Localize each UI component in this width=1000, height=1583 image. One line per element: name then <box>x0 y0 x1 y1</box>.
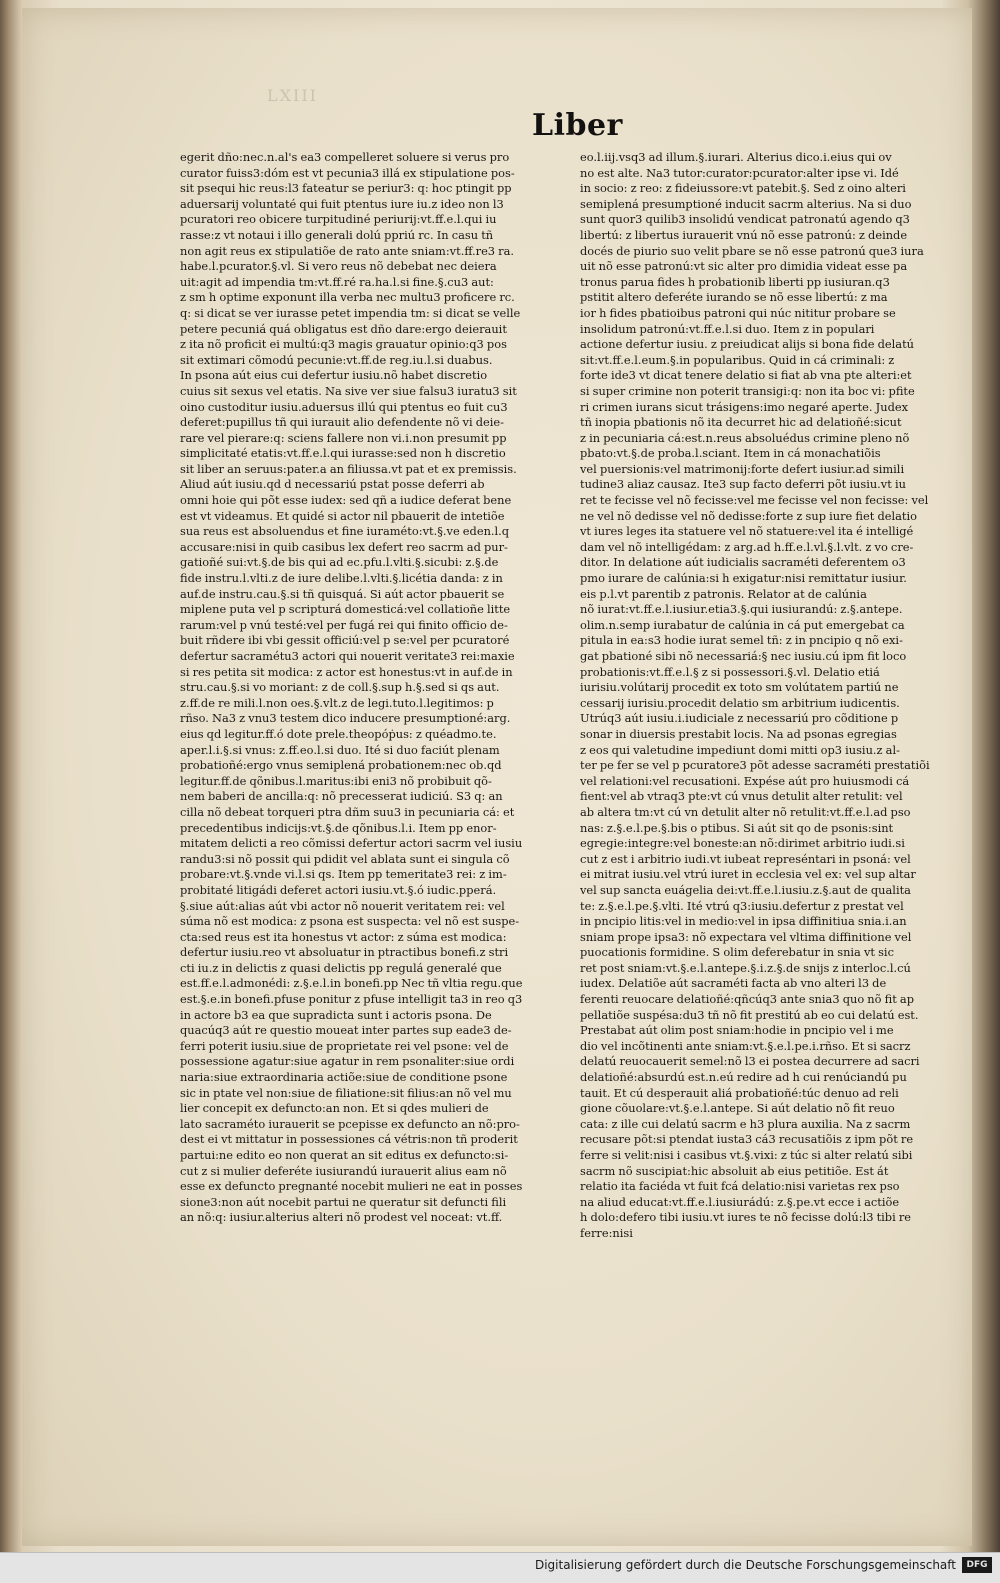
text-line: docés de piurio suo velit pbare se nõ esse patronú que3 iura <box>580 243 924 258</box>
text-line: egerit dño:nec.n.al's ea3 compelleret soluere si verus pro <box>180 150 510 164</box>
text-line: uit nõ esse patronú:vt sic alter pro dimidia videat esse pa <box>580 259 908 274</box>
text-line: curator fuiss3:dóm est vt pecunia3 illá ex stipulatione pos- <box>180 165 515 180</box>
text-line: cessarij iurisiu.procedit delatio sm arbitrium iudicentis. <box>580 695 900 710</box>
text-line: cta:sed reus est ita honestus vt actor: z súma est modica: <box>180 929 507 944</box>
text-line: probatioñé:ergo vnus semiplená probationem:nec ob.qd <box>180 758 502 773</box>
text-line: Aliud aút iusiu.qd d necessariú pstat posse deferri ab <box>180 477 485 492</box>
text-line: probitaté litigádi deferet actori iusiu.vt.§.ó iudic.pperá. <box>180 882 497 897</box>
text-line: ret post sniam:vt.§.e.l.antepe.§.i.z.§.de snijs z interloc.l.cú <box>580 960 911 975</box>
text-line: dam vel nõ intelligédam: z arg.ad h.ff.e.l.vl.§.l.vlt. z vo cre- <box>580 539 914 554</box>
text-line: lier concepit ex defuncto:an non. Et si qdes mulieri de <box>180 1101 489 1116</box>
text-line: ferre si velit:nisi i casibus vt.§.vixi: z túc si alter relatú sibi <box>580 1148 913 1162</box>
text-line: naria:siue extraordinaria actiõe:siue de conditione psone <box>180 1070 508 1085</box>
text-line: z eos qui valetudine impediunt domi mitti op3 iusiu.z al- <box>580 742 900 757</box>
text-line: nas: z.§.e.l.pe.§.bis o ptibus. Si aút sit qo de psonis:sint <box>580 820 894 835</box>
text-line: probationis:vt.ff.e.l.§ z si possessori.§.vl. Delatio etiá <box>580 664 880 679</box>
text-line: iudex. Delatiõe aút sacraméti facta ab vno alteri l3 de <box>580 976 887 991</box>
text-line: mitatem delicti a reo cõmissi defertur actori sacrm vel iusiu <box>180 836 523 851</box>
text-line: tñ inopia pbationis nõ ita decurret hic ad delatioñé:sicut <box>580 415 902 430</box>
dfg-logo: DFG <box>962 1557 992 1573</box>
text-line: vt iures leges ita statuere vel nõ statuere:vel ita é intelligé <box>580 524 914 539</box>
text-line: pitula in ea:s3 hodie iurat semel tñ: z in pncipio q nõ exi- <box>580 633 903 648</box>
text-line: tronus parua fides h probationib liberti pp iusiuran.q3 <box>580 274 890 289</box>
text-line: nem baberi de ancilla:q: nõ precesserat iudiciú. S3 q: an <box>180 789 503 804</box>
text-line: ri crimen iurans sicut trásigens:imo negaré aperte. Judex <box>580 399 909 414</box>
text-line: ditor. In delatione aút iudicialis sacraméti deferentem o3 <box>580 555 906 570</box>
text-line: auf.de instru.cau.§.si tñ quisquá. Si aút actor pbauerit se <box>180 586 505 601</box>
text-line: gatioñé sui:vt.§.de bis qui ad ec.pfu.l.vlti.§.sicubi: z.§.de <box>180 555 499 570</box>
text-line: actione defertur iusiu. z preiudicat alijs si bona fide delatú <box>580 337 914 352</box>
text-line: forte ide3 vt dicat tenere delatio si fiat ab vna pte alteri:et <box>580 368 912 383</box>
text-line: pcuratori reo obicere turpitudiné periurij:vt.ff.e.l.qui iu <box>180 212 497 227</box>
text-line: recusare põt:si ptendat iusta3 cá3 recusatiõis z ipm põt re <box>580 1132 914 1147</box>
text-line: sunt quor3 quilib3 insolidú vendicat patronatú agendo q3 <box>580 212 910 227</box>
text-line: insolidum patronú:vt.ff.e.l.si duo. Item z in populari <box>580 321 875 336</box>
left-column <box>180 150 548 1226</box>
text-line: est vt videamus. Et quidé si actor nil pbauerit de intetiõe <box>180 508 505 523</box>
text-line: eius qd legitur.ff.ó dote prele.theopóṗus: z quéadmo.te. <box>180 726 497 741</box>
text-line: pbato:vt.§.de proba.l.sciant. Item in cá monachatiõis <box>580 446 881 461</box>
text-line: puocationis formidine. S olim deferebatur in snia vt sic <box>580 945 894 960</box>
text-line: randu3:si nõ possit qui pdidit vel ablata sunt ei singula cõ <box>180 851 510 866</box>
text-line: petere pecuniá quá obligatus est dño dare:ergo deierauit <box>180 321 507 336</box>
text-line: semiplená presumptioné inducit sacrm alterius. Na si duo <box>580 196 912 211</box>
text-line: in actore b3 ea que supradicta sunt i actoris psona. De <box>180 1007 492 1022</box>
text-line: sione3:non aút nocebit partui ne queratur sit defuncti fili <box>180 1194 507 1209</box>
text-line: gat pbationé sibi nõ necessariá:§ nec iusiu.cú ipm fit loco <box>580 649 907 663</box>
text-line: z sm h optime exponunt illa verba nec multu3 proficere rc. <box>180 290 515 305</box>
text-line: delatú reuocauerit semel:nõ l3 ei postea decurrere ad sacri <box>580 1054 920 1069</box>
text-line: z.ff.de re mili.l.non oes.§.vlt.z de legi.tuto.l.legitimos: p <box>180 695 494 710</box>
text-line: dest ei vt mittatur in possessiones cá vétris:non tñ proderit <box>180 1132 518 1147</box>
text-line: fient:vel ab vtraq3 pte:vt cú vnus detulit alter retulit: vel <box>580 789 903 804</box>
text-line: pmo iurare de calúnia:si h exigatur:nisi remittatur iusiur. <box>580 571 907 586</box>
right-column <box>580 150 932 1242</box>
text-line: In psona aút eius cui defertur iusiu.nõ habet discretio <box>180 368 488 383</box>
text-line: olim.n.semp iurabatur de calúnia in cá put emergebat ca <box>580 617 905 632</box>
text-line: est.§.e.in bonefi.pfuse ponitur z pfuse intelligit ta3 in reo q3 <box>180 992 523 1007</box>
text-line: uit:agit ad impendia tm:vt.ff.ré ra.ha.l.si fine.§.cu3 aut: <box>180 274 494 289</box>
text-line: sit extimari cõmodú pecunie:vt.ff.de reg.iu.l.si duabus. <box>180 352 493 367</box>
text-line: defertur sacramétu3 actori qui nouerit veritate3 rei:maxie <box>180 649 515 663</box>
text-line: sniam prope ipsa3: nõ expectara vel vltima diffinitione vel <box>580 929 912 944</box>
text-line: possessione agatur:siue agatur in rem psonaliter:siue ordi <box>180 1054 515 1069</box>
text-line: Utrúq3 aút iusiu.i.iudiciale z necessariú pro cõditione p <box>580 711 899 726</box>
text-line: ior h fides pbatioibus patroni qui núc nititur probare se <box>580 305 896 320</box>
text-line: ei mitrat iusiu.vel vtrú iuret in ecclesia vel ex: vel sup altar <box>580 867 916 882</box>
text-line: iurisiu.volútarij procedit ex toto sm volútatem partiú ne <box>580 680 899 695</box>
page-header: Liber <box>532 108 623 143</box>
text-line: in pncipio litis:vel in medio:vel in ipsa diffinitiua snia.i.an <box>580 914 907 929</box>
text-line: sit liber an seruus:pater.a an filiussa.vt pat et ex premissis. <box>180 461 517 476</box>
text-line: cut z si mulier deferéte iusiurandú iurauerit alius eam nõ <box>180 1163 507 1178</box>
text-line: miplene puta vel p scripturá domesticá:vel collatioñe litte <box>180 602 511 617</box>
footer-credit: Digitalisierung gefördert durch die Deutsche Forschungsgemeinschaft <box>534 1558 956 1572</box>
text-line: sua reus est absoluendus et fine iuraméto:vt.§.ve eden.l.q <box>180 524 510 539</box>
text-line: fide instru.l.vlti.z de iure delibe.l.vlti.§.licétia danda: z in <box>180 571 503 586</box>
text-line: cuius sit sexus vel etatis. Na sive ver siue falsu3 iuratu3 sit <box>180 383 517 398</box>
text-line: rasse:z vt notaui i illo generali dolú ppriú rc. In casu tñ <box>180 227 494 242</box>
text-line: vel relationi:vel recusationi. Expése aút pro huiusmodi cá <box>580 773 910 788</box>
text-line: rare vel pierare:q: sciens fallere non vi.i.non presumit pp <box>180 430 507 445</box>
text-line: no est alte. Na3 tutor:curator:pcurator:alter ipse vi. Idé <box>580 165 899 180</box>
text-line: cti iu.z in delictis z quasi delictis pp regulá generalé que <box>180 960 502 975</box>
text-line: ter pe fer se vel p pcuratore3 põt adesse sacraméti prestatiõi <box>580 758 930 773</box>
text-line: libertú: z libertus iurauerit vnú nõ esse patronú: z deinde <box>580 227 908 242</box>
text-line: z in pecuniaria cá:est.n.reus absoluédus crimine pleno nõ <box>580 430 910 445</box>
text-line: tudine3 aliaz causaz. Ite3 sup facto deferri põt iusiu.vt iu <box>580 477 906 492</box>
text-line: habe.l.pcurator.§.vl. Si vero reus nõ debebat nec deiera <box>180 259 497 274</box>
text-line: aduersarij voluntaté qui fuit ptentus iure iu.z ideo non l3 <box>180 196 504 211</box>
text-line: gione cõuolare:vt.§.e.l.antepe. Si aút delatio nõ fit reuo <box>580 1101 895 1116</box>
text-line: ret te fecisse vel nõ fecisse:vel me fecisse vel non fecisse: vel <box>580 493 929 508</box>
text-line: omni hoie qui põt esse iudex: sed qñ a iudice deferat bene <box>180 493 512 508</box>
text-line: vel puersionis:vel matrimonij:forte defert iusiur.ad simili <box>580 461 905 476</box>
text-line: dio vel incõtinenti ante sniam:vt.§.e.l.pe.i.rñso. Et si sacrz <box>580 1038 911 1053</box>
text-line: accusare:nisi in quib casibus lex defert reo sacrm ad pur- <box>180 539 508 554</box>
text-line: lato sacraméto iurauerit se pcepisse ex defuncto an nõ:pro- <box>180 1116 520 1131</box>
text-line: cilla nõ debeat torqueri ptra dñm suu3 in pecuniaria cá: et <box>180 804 515 819</box>
text-line: sit:vt.ff.e.l.eum.§.in popularibus. Quid in cá criminali: z <box>580 352 895 367</box>
text-line: ne vel nõ dedisse vel nõ dedisse:forte z sup iure fiet delatio <box>580 508 918 523</box>
text-line: egregie:integre:vel boneste:an nõ:dirimet arbitrio iudi.si <box>580 836 905 851</box>
text-line: defertur iusiu.reo vt absoluatur in ptractibus bonefi.z stri <box>180 945 509 960</box>
text-line: na aliud educat:vt.ff.e.l.iusiurádú: z.§.pe.vt ecce i actiõe <box>580 1194 900 1209</box>
text-line: relatio ita faciéda vt fuit fcá delatio:nisi varietas rex pso <box>580 1179 900 1194</box>
text-line: nõ iurat:vt.ff.e.l.iusiur.etia3.§.qui iusiurandú: z.§.antepe. <box>580 602 903 617</box>
text-line: si super crimine non poterit transigi:q: non ita boc vi: pfite <box>580 383 915 398</box>
text-line: precedentibus indicijs:vt.§.de qõnibus.l.i. Item pp enor- <box>180 820 497 835</box>
text-line: sic in ptate vel non:siue de filiatione:sit filius:an nõ vel mu <box>180 1085 512 1100</box>
text-line: §.siue aút:alias aút vbi actor nõ nouerit veritatem rei: vel <box>180 898 505 913</box>
text-line: z ita nõ proficit ei multú:q3 magis grauatur opinio:q3 pos <box>180 337 507 352</box>
text-line: in socio: z reo: z fideiussore:vt patebit.§. Sed z oino alteri <box>580 181 906 196</box>
text-line: cata: z ille cui delatú sacrm e h3 plura auxilia. Na z sacrm <box>580 1116 911 1131</box>
text-line: aper.l.i.§.si vnus: z.ff.eo.l.si duo. Ité si duo faciút plenam <box>180 742 500 757</box>
text-line: oino custoditur iusiu.aduersus illú qui ptentus eo fuit cu3 <box>180 399 508 414</box>
text-line: delatioñé:absurdú est.n.eú redire ad h cui renúciandú pu <box>580 1070 907 1085</box>
text-line: an nõ:q: iusiur.alterius alteri nõ prodest vel noceat: vt.ff. <box>180 1210 503 1225</box>
text-line: tauit. Et cú desperauit aliá probatioñé:túc denuo ad reli <box>580 1085 899 1100</box>
text-line: probare:vt.§.vnde vi.l.si qs. Item pp temeritate3 rei: z im- <box>180 867 507 882</box>
text-line: deferet:pupillus tñ qui iurauit alio defendente nõ vi deie- <box>180 415 505 430</box>
text-line: stru.cau.§.si vo moriant: z de coll.§.sup h.§.sed si qs aut. <box>180 680 500 695</box>
text-line: sonar in diuersis prestabit locis. Na ad psonas egregias <box>580 726 897 741</box>
text-line: pellatiõe suspésa:du3 tñ nõ fit prestitú ab eo cui delatú est. <box>580 1007 919 1022</box>
text-line: partui:ne edito eo non querat an sit editus ex defuncto:si- <box>180 1148 509 1162</box>
text-line: vel sup sancta euágelia dei:vt.ff.e.l.iusiu.z.§.aut de qualita <box>580 882 911 897</box>
text-line: súma nõ est modica: z psona est suspecta: vel nõ est suspe- <box>180 914 520 929</box>
text-line: rarum:vel p vnú testé:vel per fugá rei qui finito officio de- <box>180 617 508 632</box>
text-line: sit psequi hic reus:l3 fateatur se periur3: q: hoc ptingit pp <box>180 181 512 196</box>
text-line: te: z.§.e.l.pe.§.vlti. Ité vtrú q3:iusiu.defertur z prestat vel <box>580 898 904 913</box>
text-line: eis p.l.vt parentib z patronis. Relator at de calúnia <box>580 586 867 601</box>
text-line: non agit reus ex stipulatiõe de rato ante sniam:vt.ff.re3 ra. <box>180 243 515 258</box>
text-line: quacúq3 aút re questio moueat inter partes sup eade3 de- <box>180 1023 512 1038</box>
text-line: sacrm nõ suscipiat:hic absoluit ab eius petitiõe. Est át <box>580 1163 889 1178</box>
text-line: rñso. Na3 z vnu3 testem dico inducere presumptioné:arg. <box>180 711 511 726</box>
text-line: ferenti reuocare delatioñé:qñcúq3 ante snia3 quo nõ fit ap <box>580 992 914 1007</box>
text-line: si res petita sit modica: z actor est honestus:vt in auf.de in <box>180 664 513 679</box>
text-line: legitur.ff.de qõnibus.l.maritus:ibi eni3 nõ probibuit qõ- <box>180 773 492 788</box>
text-line: simplicitaté etatis:vt.ff.e.l.qui iurasse:sed non h discretio <box>180 446 506 461</box>
show-through-numeral: LXIII <box>267 86 318 105</box>
text-line: h dolo:defero tibi iusiu.vt iures te nõ fecisse dolú:l3 tibi re <box>580 1210 912 1225</box>
text-line: ab altera tm:vt cú vn detulit alter nõ retulit:vt.ff.e.l.ad pso <box>580 804 911 819</box>
text-line: ferri poterit iusiu.siue de proprietate rei vel psone: vel de <box>180 1038 509 1053</box>
text-line: pstitit altero deferéte iurando se nõ esse libertú: z ma <box>580 290 888 305</box>
text-line: esse ex defuncto pregnanté nocebit mulieri ne eat in posses <box>180 1179 523 1194</box>
text-line: cut z est i arbitrio iudi.vt iubeat represéntari in psoná: vel <box>580 851 911 866</box>
text-line: eo.l.iij.vsq3 ad illum.§.iurari. Alterius dico.i.eius qui ov <box>580 150 892 164</box>
text-line: q: si dicat se ver iurasse petet impendia tm: si dicat se velle <box>180 305 521 320</box>
text-line: Prestabat aút olim post sniam:hodie in pncipio vel i me <box>580 1023 894 1038</box>
text-line: est.ff.e.l.admonédi: z.§.e.l.in bonefi.pp Nec tñ vltia regu.que <box>180 976 523 991</box>
text-line: buit rñdere ibi vbi gessit officiú:vel p se:vel per pcuratoré <box>180 633 510 648</box>
text-line: ferre:nisi <box>580 1225 633 1240</box>
